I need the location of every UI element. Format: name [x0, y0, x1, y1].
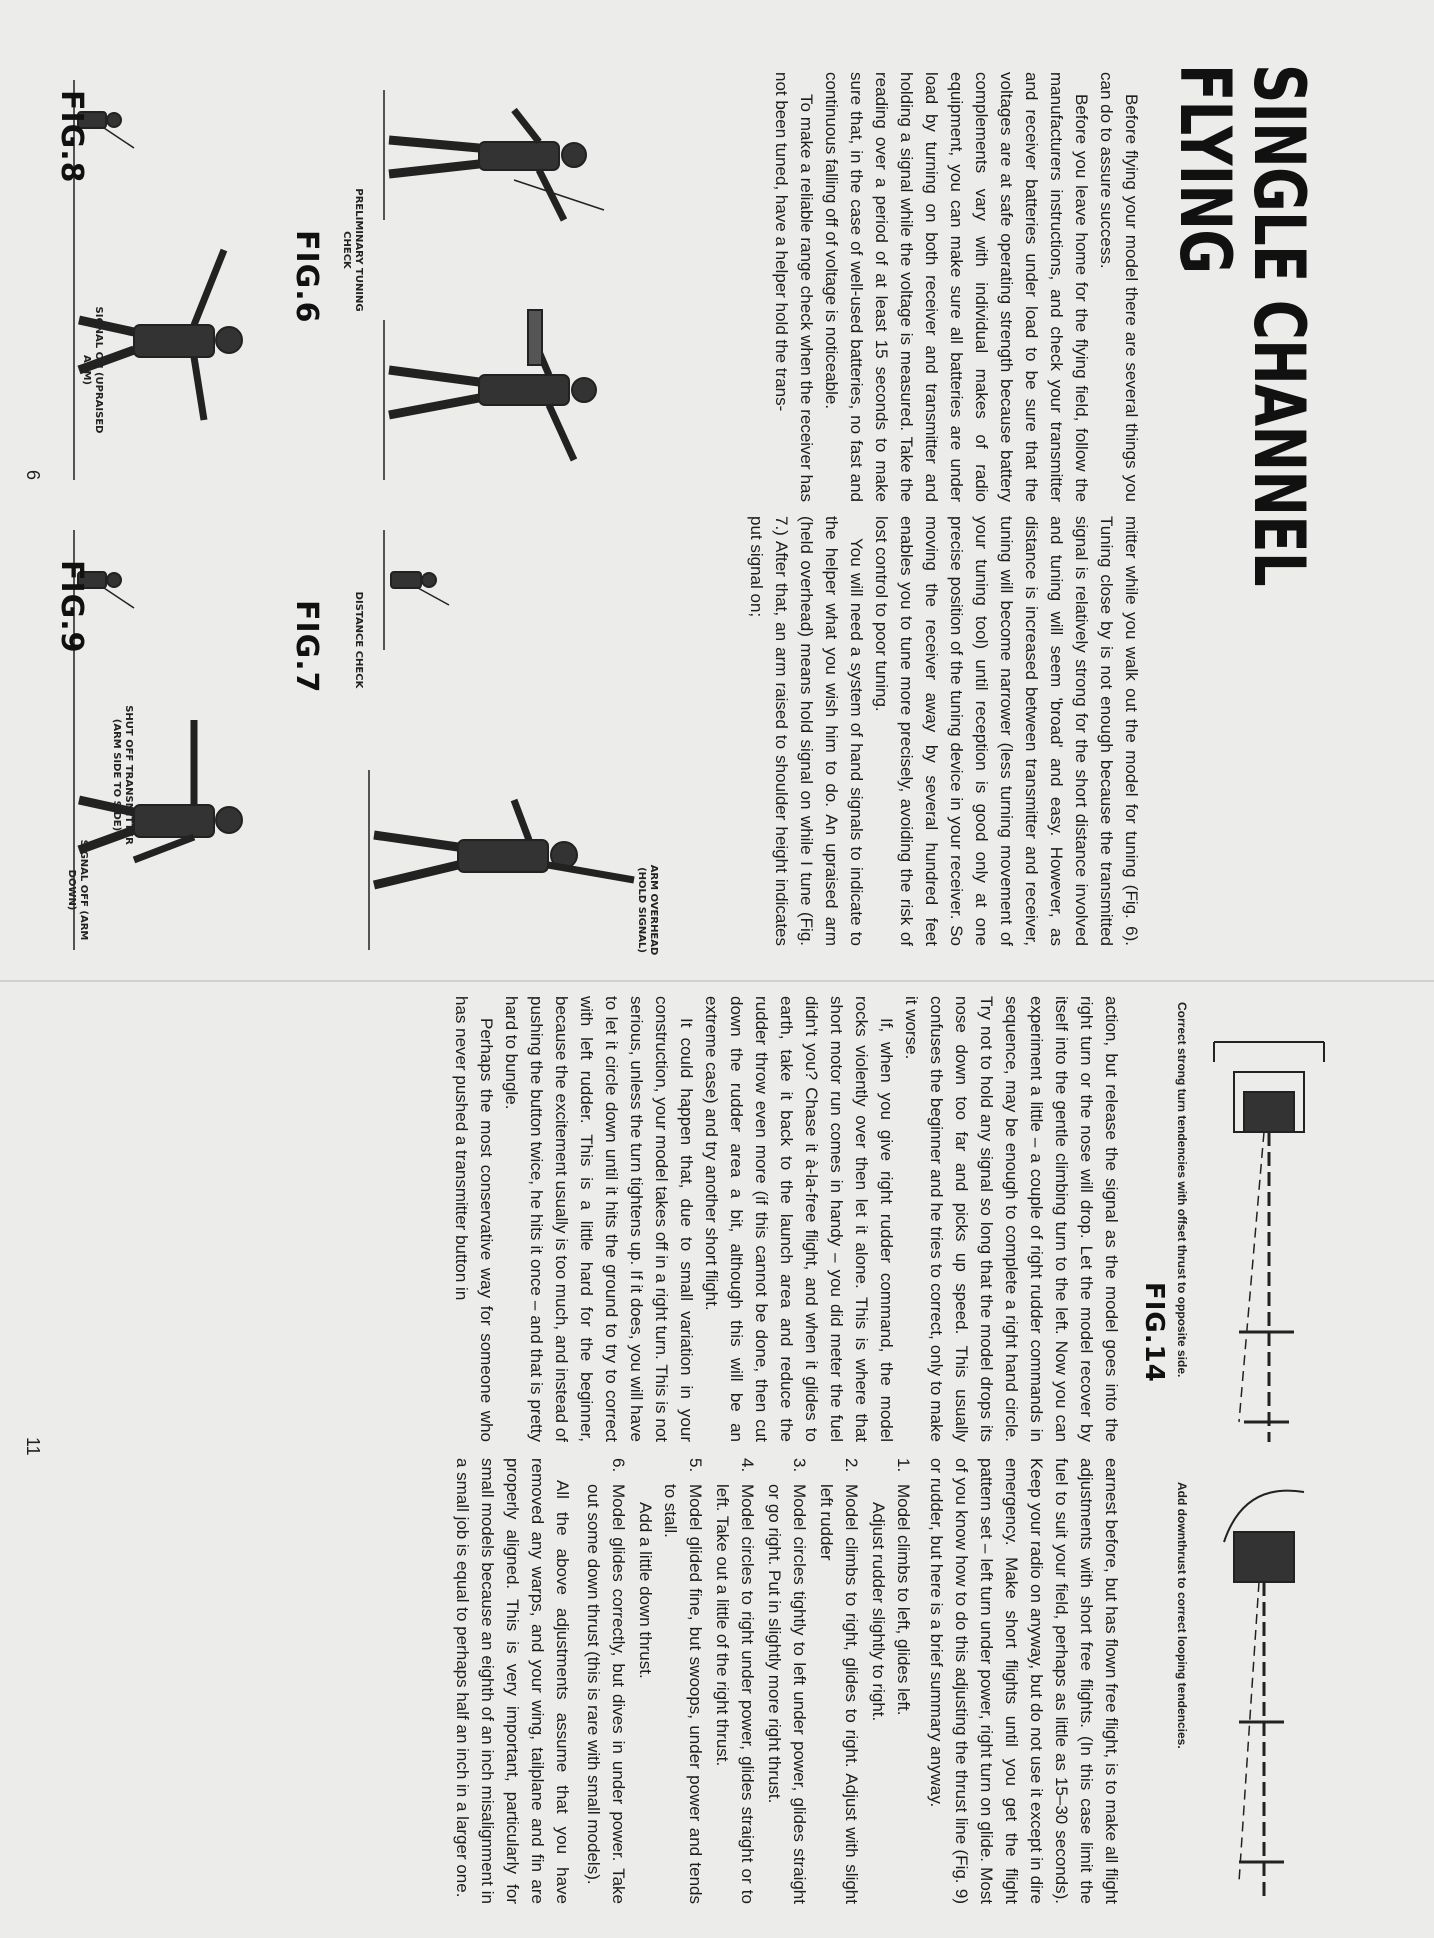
paragraph: earnest before, but has flown free flight, is to make all flight adjustments with short free flights. (In this case limit the fuel to suit your field, perhaps as little as 15–30 seconds). Keep your radio on anyway, but do not use it except in dire emergency. Make short flights until you get the flight pattern set – left turn under power, right turn on glide. Most of you know how to do this adjusting the thrust line (Fig. 9) or rudder, but here is a brief summary anyway.: [927, 1458, 1121, 1904]
list-number: 5.: [686, 1458, 705, 1473]
list-text: Model circles tightly to left under power, glides straight or go right. Put in slightly more right thrust.: [765, 1484, 809, 1904]
fig6-helper-figure: [384, 90, 604, 220]
fig6-illustration: [344, 70, 634, 490]
paragraph: You will need a system of hand signals to indicate to the helper what you wish him to do. An upraised arm (held overhead) means hold signal on while I tune (Fig. 7.) After that, an arm raised to shoulder height indicates put signal on;: [747, 516, 866, 946]
article-title: [1164, 64, 1320, 586]
paragraph: Before you leave home for the flying field, follow the manufacturers instructions, and check your transmitter and receiver batteries under load to be sure that the voltages are at safe operating strength because battery complements vary with individual makes of radio equipment, you can make sure all batteries are under load by turning on both receiver and transmitter and holding a signal while the voltage is measured. Take the reading over a period of at least 15 seconds to make sure that, in the case of well-used batteries, no fast and continuous falling off of voltage is noticeable.: [822, 72, 1091, 502]
page-number-left: 6: [23, 470, 43, 481]
paragraph: To make a reliable range check when the receiver has not been tuned, have a helper hold the trans-: [772, 72, 816, 502]
fig8-label: FIG.8: [54, 90, 89, 184]
paragraph: All the above adjustments assume that you have removed any warps, and your wing, tailplane and fin are properly aligned. This is very important, particularly for small models because an eighth of an inch misalignment in a small job is equal to perhaps half an inch in a larger one.: [453, 1458, 572, 1904]
list-number: 2.: [842, 1458, 861, 1473]
fig14-offset-thrust-diagram: [1214, 1042, 1324, 1442]
paragraph: Perhaps the most conservative way for someone who has never pushed a transmitter button in: [452, 996, 496, 1442]
paragraph: If, when you give right rudder command, the model rocks violently over then let it alone. This is where that short motor run comes in handy – you did meter the fuel didn't you? Chase it à-la-free flight, and when it glides to earth, take it back to the launch area and reduce the rudder throw even more (if this cannot be done, then cut down the rudder area a bit, although this will be an extreme case) and try another short flight.: [702, 996, 896, 1442]
fig6-walker-figure: [384, 310, 596, 480]
list-number: 1.: [894, 1458, 913, 1473]
list-text: Model glides correctly, but dives in under power. Take out some down thrust (this is rare with small models).: [584, 1484, 628, 1904]
list-subtext: Add a little down thrust.: [636, 1502, 655, 1679]
fig14-caption-left: Correct strong turn tendencies with offset thrust to opposite side.: [1175, 1002, 1189, 1378]
fig8-caption: SIGNAL ON (UPRAISED ARM): [81, 306, 104, 434]
fig9-caption: SHUT OFF TRANSMITTER (ARM SIDE TO SIDE): [111, 705, 134, 845]
fig7-illustration: [344, 520, 654, 960]
fig14-illustration: [1184, 1002, 1414, 1922]
list-number: 6.: [609, 1458, 628, 1473]
paragraph: It could happen that, due to small variation in your construction, your model takes off in a right turn. This is not serious, unless the turn tightens up. If it does, you will have to let it circle down until it hits the ground to try to correct with left rudder. This is a little hard for the beginner, because the excitement usually is too much, and instead of pushing the button twice, he hits it once – and that is pretty hard to bungle.: [502, 996, 696, 1442]
list-item: [762, 1458, 812, 1904]
fig14-downthrust-diagram: [1224, 1491, 1304, 1902]
fig7-arm-caption: ARM OVERHEAD (HOLD SIGNAL): [636, 864, 659, 956]
list-item: [581, 1458, 631, 1904]
title-line-1: SINGLE CHANNEL: [1238, 64, 1320, 586]
list-item: [866, 1458, 916, 1904]
left-column-2: [744, 516, 1144, 946]
left-column-1: [769, 72, 1144, 502]
fig7-caption: DISTANCE CHECK: [353, 591, 364, 689]
right-page: [0, 982, 1434, 1938]
fig7-signalling-figure: [369, 770, 634, 950]
paragraph: Before flying your model there are several things you can do to assure success.: [1097, 72, 1141, 502]
list-item: [814, 1458, 864, 1904]
page-number-right: 11: [23, 1437, 43, 1456]
adjustment-list: [581, 1458, 916, 1904]
paragraph: action, but release the signal as the model goes into the right turn or the nose will drop. Let the model recover by itself into the gentle climbing turn to the left. Now you can experiment a little – a couple of right rudder commands in sequence, may be enough to complete a right hand circle. Try not to hold any signal so long that the model drops its nose down too far and picks up speed. This usually confuses the beginner and he tries to correct, only to make it worse.: [902, 996, 1121, 1442]
right-column-1: [449, 996, 1124, 1442]
list-text: Model glided fine, but swoops, under power and tends to stall.: [661, 1484, 705, 1904]
list-item: [710, 1458, 760, 1904]
fig6-label: FIG.6: [289, 230, 324, 324]
paragraph: mitter while you walk out the model for tuning (Fig. 6). Tuning close by is not enough because the transmitted signal is relatively strong for the short distance involved and tuning will seem 'broad' and easy. However, as distance is increased between transmitter and receiver, tuning will become narrower (less turning movement of your tuning tool) until reception is good only at one precise position of the tuning device in your receiver. So moving the receiver away by several hundred feet enables you to tune more precisely, avoiding the risk of lost control to poor tuning.: [872, 516, 1141, 946]
fig7-distant-figure: [384, 530, 449, 650]
fig7-label: FIG.7: [289, 600, 324, 694]
list-number: 3.: [790, 1458, 809, 1473]
list-text: Model climbs to right, glides to right. Adjust with slight left rudder: [817, 1484, 861, 1904]
right-column-2: [450, 1458, 1124, 1904]
fig6-caption: PRELIMINARY TUNING CHECK: [341, 188, 364, 312]
list-number: 4.: [738, 1458, 757, 1473]
fig9-label: FIG.9: [54, 560, 89, 654]
fig14-caption-right: Add downthrust to correct looping tendencies.: [1175, 1482, 1189, 1749]
list-text: Model circles to right under power, glides straight or to left. Take out a little of the right thrust.: [713, 1484, 757, 1904]
list-text: Model climbs to left, glides left.: [894, 1484, 913, 1716]
fig9-signal-caption: SIGNAL OFF (ARM DOWN): [66, 839, 89, 941]
title-line-2: FLYING: [1164, 64, 1246, 274]
list-item: [633, 1458, 708, 1904]
list-subtext: Adjust rudder slightly to right.: [869, 1502, 888, 1722]
fig14-label: FIG.14: [1139, 1282, 1169, 1383]
